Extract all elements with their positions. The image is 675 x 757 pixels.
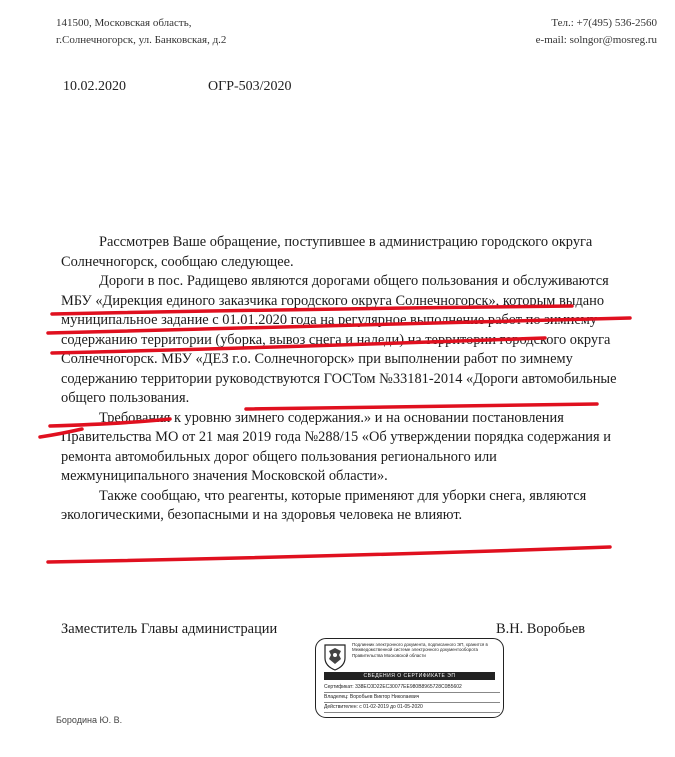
address-line-1: 141500, Московская область, — [56, 17, 192, 29]
body-paragraph: Требования к уровню зимнего содержания.» и на основании постановления Правительства МО от 21 мая 2019 года №288/15 «Об утверждении порядка содержания и ремонта автомобильных дорог общего пользования регионального или межмуниципального значения Московской области». — [61, 409, 611, 484]
body-paragraph: Также сообщаю, что реагенты, которые применяют для уборки снега, являются экологическими, безопасными и на здоровья человека не влияют. — [61, 487, 587, 523]
certificate-owner: Владелец: Воробьев Виктор Николаевич — [324, 693, 500, 703]
stamp-notice: Подлинник электронного документа, подписанного ЭП, хранится в Межведомственной системе электронного документооборота Правительства Московской области — [352, 642, 488, 658]
sender-contacts — [536, 15, 657, 49]
coat-of-arms-emblem — [322, 643, 348, 671]
phone-line: Тел.: +7(495) 536-2560 — [551, 17, 657, 29]
letter-number: ОГР-503/2020 — [208, 79, 292, 94]
letter-body — [61, 233, 621, 526]
certificate-details — [324, 683, 500, 713]
body-paragraph: Дороги в пос. Радищево являются дорогами общего пользования и обслуживаются МБУ «Дирекция единого заказчика городского округа Солнечногорск», которым выдано муниципальное задание с 01.01.2020 года на регулярное выполнение работ по зимнему содержанию территории (уборка, вывоз снега и наледи) на территории городского округа Солнечногорск. МБУ «ДЕЗ г.о. Солнечногорск» при выполнении работ по зимнему содержанию территории руководствуются ГОСТом №33181-2014 «Дороги автомобильные общего пользования. — [61, 273, 617, 406]
letter-date: 10.02.2020 — [63, 79, 126, 94]
address-line-2: г.Солнечногорск, ул. Банковская, д.2 — [56, 34, 227, 46]
signer-name: В.Н. Воробьев — [496, 621, 586, 637]
sender-address — [56, 15, 226, 49]
underline-mark — [48, 547, 610, 562]
email-line: e-mail: solngor@mosreg.ru — [535, 34, 657, 46]
certificate-validity: Действителен: с 01-02-2019 до 01-05-2020 — [324, 703, 500, 713]
certificate-number: Сертификат: 338EC0D22EC30077EE980B8965728C0B5602 — [324, 683, 500, 693]
signer-position: Заместитель Главы администрации — [61, 621, 278, 637]
electronic-signature-stamp — [315, 638, 504, 718]
stamp-banner: СВЕДЕНИЯ О СЕРТИФИКАТЕ ЭП — [324, 672, 495, 680]
body-paragraph: Рассмотрев Ваше обращение, поступившее в администрацию городского округа Солнечногорск, сообщаю следующее. — [61, 234, 593, 270]
document-author: Бородина Ю. В. — [56, 715, 123, 725]
